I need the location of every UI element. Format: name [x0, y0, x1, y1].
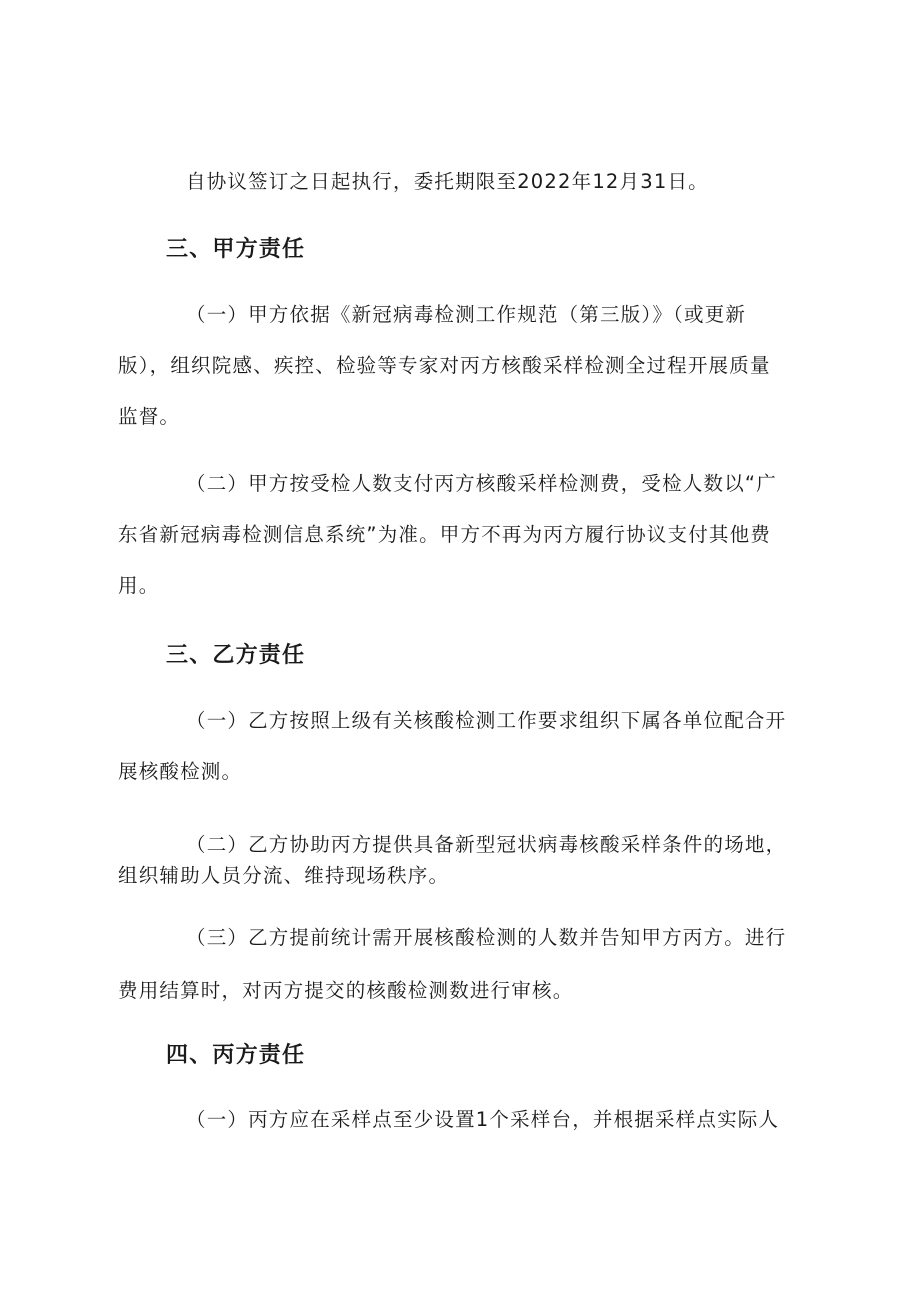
party-a-item-2-line-3: 用。	[118, 574, 160, 597]
party-b-item-2-line-1: （二）乙方协助丙方提供具备新型冠状病毒核酸采样条件的场地，	[186, 833, 787, 856]
party-a-item-1-line-1: （一）甲方依据《新冠病毒检测工作规范（第三版）》（或更新	[186, 303, 747, 326]
party-b-item-3-line-2: 费用结算时，对丙方提交的核酸检测数进行审核。	[118, 979, 574, 1002]
party-a-item-2-line-2: 东省新冠病毒检测信息系统”为准。甲方不再为丙方履行协议支付其他费	[118, 523, 772, 546]
party-a-item-1-line-3: 监督。	[118, 405, 181, 428]
term-text-line-1: 自协议签订之日起执行，委托期限至2022年12月31日。	[186, 170, 709, 193]
party-a-item-2-line-1: （二）甲方按受检人数支付丙方核酸采样检测费，受检人数以“广	[186, 472, 777, 495]
section-party-c-heading: 四、丙方责任	[166, 1043, 306, 1068]
section-party-a-heading: 三、甲方责任	[166, 237, 306, 262]
party-a-item-1-line-2: 版），组织院感、疾控、检验等专家对丙方核酸采样检测全过程开展质量	[118, 354, 771, 377]
party-b-item-3-line-1: （三）乙方提前统计需开展核酸检测的人数并告知甲方丙方。进行	[186, 926, 787, 949]
party-b-item-2-line-2: 组织辅助人员分流、维持现场秩序。	[118, 864, 450, 887]
section-party-b-heading: 三、乙方责任	[166, 643, 306, 668]
party-b-item-1-line-2: 展核酸检测。	[118, 760, 243, 783]
party-b-item-1-line-1: （一）乙方按照上级有关核酸检测工作要求组织下属各单位配合开	[186, 709, 787, 732]
party-c-item-1-line-1: （一）丙方应在采样点至少设置1个采样台，并根据采样点实际人	[186, 1108, 780, 1131]
